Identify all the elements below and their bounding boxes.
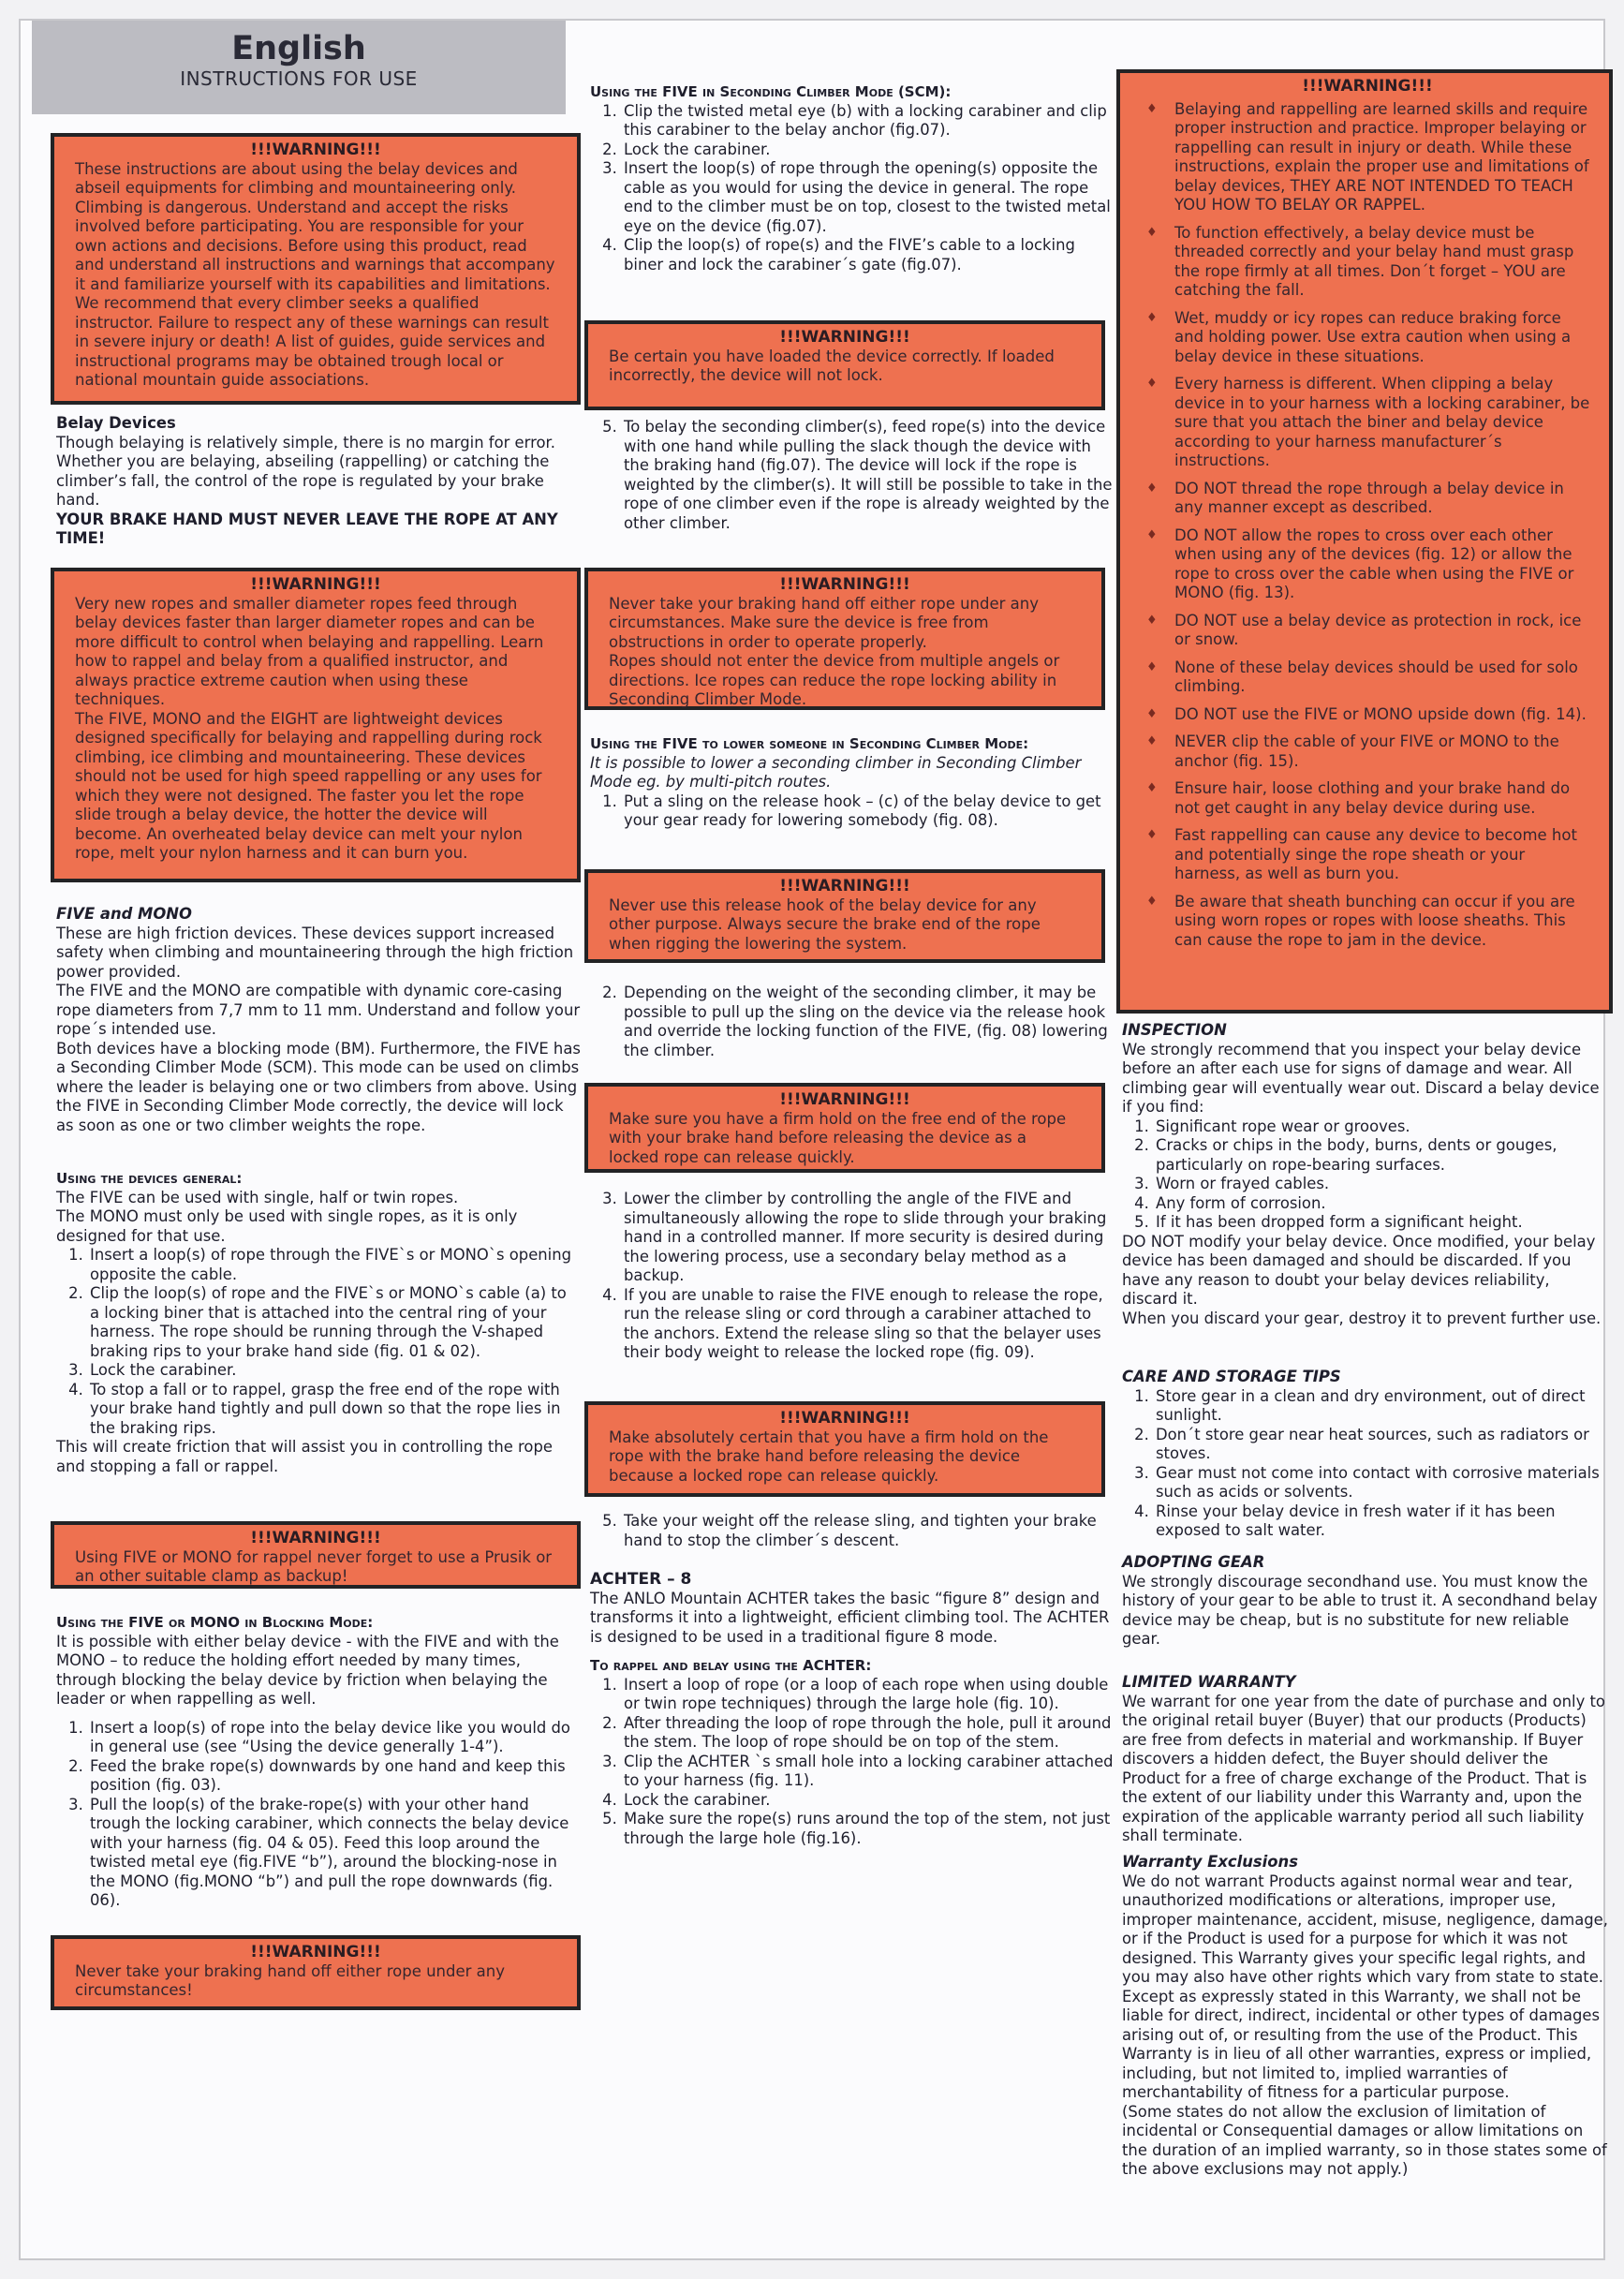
list-item: 4. Any form of corrosion.	[1154, 1194, 1609, 1214]
list-item: 1. Insert a loop(s) of rope into the belay device like you would do in general use (see “Using the device generally 1-4”).	[88, 1719, 581, 1757]
warning-text: Never take your braking hand off either rope under any circumstances!	[75, 1961, 505, 1999]
list-item: 2. Depending on the weight of the seconding climber, it may be possible to pull up the sling on the device via the release hook and override the locking function of the FIVE, (fig. 08) lowering the climber.	[622, 984, 1115, 1060]
lower-step-5	[590, 1512, 1115, 1550]
blocking-mode-section	[56, 1613, 581, 1911]
warning-text: Very new ropes and smaller diameter ropes feed through belay devices faster than larger diameter ropes and can be more difficult to control when belaying and rappelling. Learn how to rappel and belay from a qualified instructor, and always practice extreme caution when using these techniques.	[75, 594, 544, 708]
list-item: 5. Make sure the rope(s) runs around the top of the stem, not just through the large hole (fig.16).	[622, 1810, 1115, 1848]
warning-box-general	[1116, 69, 1613, 1014]
list-item: 5. Take your weight off the release sling, and tighten your brake hand to stop the climber´s descent.	[622, 1512, 1115, 1550]
list-item: 5. If it has been dropped form a significant height.	[1154, 1213, 1609, 1233]
warning-title: !!!WARNING!!!	[779, 877, 910, 895]
warning-title: !!!WARNING!!!	[1302, 77, 1433, 96]
belay-devices-section	[56, 414, 581, 549]
warning-text: Never use this release hook of the belay device for any other purpose. Always secure the brake end of the rope when rigging the lowering the system.	[609, 895, 1041, 953]
warning-box-ropes	[51, 568, 581, 882]
list-item: 3. Lower the climber by controlling the angle of the FIVE and simultaneously allowing the rope to slide through your braking hand in a controlled manner. If more security is desired during the lowering process, use a secondary belay method as a backup.	[622, 1190, 1115, 1286]
paragraph: (Some states do not allow the exclusion of limitation of incidental or Consequential damages or allow limitations on the duration of an implied warranty, so in those states some of the above exclusions may not apply.)	[1122, 2102, 1607, 2178]
list-item: ♦ None of these belay devices should be used for solo climbing.	[1174, 659, 1594, 697]
list-item: 1. Insert a loop of rope (or a loop of each rope when using double or twin rope techniques) through the large hole (fig. 10).	[622, 1676, 1115, 1714]
list-item: 1. Clip the twisted metal eye (b) with a locking carabiner and clip this carabiner to the belay anchor (fig.07).	[622, 102, 1115, 141]
section-heading: FIVE and MONO	[56, 905, 192, 923]
steps-list	[590, 792, 1115, 831]
warning-title: !!!WARNING!!!	[779, 1090, 910, 1109]
paragraph: DO NOT modify your belay device. Once modified, your belay device has been damaged and should be discarded. If you have any reason to doubt your belay devices reliability, discard it.	[1122, 1232, 1596, 1308]
paragraph: The FIVE can be used with single, half or twin ropes.	[56, 1188, 459, 1206]
warning-text: The FIVE, MONO and the EIGHT are lightweight devices designed specifically for belaying and rappelling during rock climbing, ice climbing and mountaineering. These devices should not be used for high speed rappelling or any uses for which they were not designed. The faster you let the rope slide trough a belay device, the hotter the device will become. An overheated belay device can melt your nylon rope, melt your nylon harness and it can burn you.	[75, 709, 542, 862]
list-item: ♦ DO NOT use the FIVE or MONO upside down (fig. 14).	[1174, 705, 1594, 725]
paragraph: The MONO must only be used with single ropes, as it is only designed for that use.	[56, 1207, 518, 1245]
list-item: 2. Clip the loop(s) of rope and the FIVE`s or MONO`s cable (a) to a locking biner that is attached into the central ring of your harness. The rope should be running through the V-shaped braking rips to your brake hand side (fig. 01 & 02).	[88, 1284, 581, 1361]
warning-box-obstructions	[584, 568, 1105, 710]
list-item: ♦ Wet, muddy or icy ropes can reduce braking force and holding power. Use extra caution when using a belay device in these situations.	[1174, 309, 1594, 367]
section-heading: Using the devices general:	[56, 1170, 243, 1187]
section-heading: ACHTER – 8	[590, 1570, 692, 1589]
warning-box-intro	[51, 133, 581, 405]
five-mono-section	[56, 905, 581, 1135]
paragraph: The FIVE and the MONO are compatible with dynamic core-casing rope diameters from 7,7 mm to 11 mm. Understand and follow your rope´s intended use.	[56, 982, 581, 1038]
warning-box-braking-hand	[51, 1935, 581, 2010]
lower-steps-3-4	[590, 1190, 1115, 1363]
section-heading: Using the FIVE or MONO in Blocking Mode:	[56, 1614, 374, 1631]
list-item: 3. Worn or frayed cables.	[1154, 1175, 1609, 1194]
paragraph: Both devices have a blocking mode (BM). Furthermore, the FIVE has a Seconding Climber Mode (SCM). This mode can be used on climbs where the leader is belaying one or two climbers from above. Using the FIVE in Seconding Climber Mode correctly, the device will lock as soon as one or two climber weights the rope.	[56, 1039, 581, 1134]
adopting-section	[1122, 1553, 1609, 1650]
list-item: 5. To belay the seconding climber(s), feed rope(s) into the device with one hand while pulling the slack though the device with the braking hand (fig.07). The device will lock if the rope is weighted by the climber(s). It will still be possible to take in the rope of one climber even if the rope is already weighted by the other climber.	[622, 418, 1115, 533]
brake-hand-emphasis: YOUR BRAKE HAND MUST NEVER LEAVE THE ROPE AT ANY TIME!	[56, 510, 558, 547]
warning-title: !!!WARNING!!!	[250, 575, 381, 594]
list-item: ♦ DO NOT thread the rope through a belay device in any manner except as described.	[1174, 480, 1594, 518]
warning-text: Never take your braking hand off either rope under any circumstances. Make sure the device is free from obstructions in order to operate properly.	[609, 594, 1039, 651]
instruction-sheet	[19, 19, 1608, 2260]
language-banner	[32, 21, 566, 114]
section-heading: ADOPTING GEAR	[1122, 1553, 1265, 1571]
warning-box-firm-hold	[584, 1083, 1105, 1173]
lower-step-2	[590, 984, 1115, 1060]
steps-list	[590, 102, 1115, 275]
paragraph: This will create friction that will assist you in controlling the rope and stopping a fall or rappel.	[56, 1438, 553, 1475]
list-item: ♦ To function effectively, a belay device must be threaded correctly and your belay hand must grasp the rope firmly at all times. Don´t forget – YOU are catching the fall.	[1174, 224, 1594, 301]
list-item: ♦ NEVER clip the cable of your FIVE or MONO to the anchor (fig. 15).	[1174, 733, 1594, 771]
list-item: 1. Insert a loop(s) of rope through the FIVE`s or MONO`s opening opposite the cable.	[88, 1246, 581, 1284]
list-item: 3. Pull the loop(s) of the brake-rope(s) with your other hand trough the locking carabiner, which connects the belay device with your harness (fig. 04 & 05). Feed this loop around the twisted metal eye (fig.FIVE “b”), around the blocking-nose in the MONO (fig.MONO “b”) and pull the rope downwards (fig. 06).	[88, 1796, 581, 1911]
warning-title: !!!WARNING!!!	[250, 141, 381, 159]
warning-box-prusik	[51, 1521, 581, 1589]
steps-list	[1122, 1387, 1609, 1541]
warning-box-locked-rope	[584, 1401, 1105, 1497]
paragraph: These are high friction devices. These devices support increased safety when climbing and mountaineering through the high friction power provided.	[56, 924, 574, 981]
warning-title: !!!WARNING!!!	[779, 328, 910, 347]
list-item: ♦ Fast rappelling can cause any device to become hot and potentially singe the rope sheath or your harness, as well as burn you.	[1174, 826, 1594, 884]
section-heading: Using the FIVE in Seconding Climber Mode (SCM):	[590, 83, 952, 100]
list-item: 4. If you are unable to raise the FIVE enough to release the rope, run the release sling or cord through a carabiner attached to the anchors. Extend the release sling so that the belayer uses their body weight to release the locked rope (fig. 09).	[622, 1286, 1115, 1363]
general-use-section	[56, 1169, 581, 1476]
care-section	[1122, 1368, 1609, 1541]
paragraph: We strongly recommend that you inspect your belay device before an after each use for signs of damage and wear. All climbing gear will eventually wear out. Discard a belay device if you find:	[1122, 1040, 1600, 1116]
inspection-section	[1122, 1021, 1609, 1328]
list-item: ♦ Be aware that sheath bunching can occur if you are using worn ropes or ropes with loose sheaths. This can cause the rope to jam in the device.	[1174, 893, 1594, 951]
warning-text: Be certain you have loaded the device correctly. If loaded incorrectly, the device will not lock.	[609, 347, 1055, 384]
paragraph: When you discard your gear, destroy it to prevent further use.	[1122, 1309, 1602, 1327]
lower-section	[590, 734, 1115, 831]
warning-list	[1141, 100, 1594, 951]
exclusions-section	[1122, 1853, 1609, 2180]
warning-title: !!!WARNING!!!	[779, 1409, 910, 1428]
section-heading: Warranty Exclusions	[1122, 1853, 1298, 1871]
steps-list	[56, 1246, 581, 1438]
steps-list	[590, 1676, 1115, 1849]
language-title: English	[231, 30, 366, 67]
warning-text: Make sure you have a firm hold on the free end of the rope with your brake hand before releasing the device as a locked rope can release quickly.	[609, 1109, 1067, 1166]
warning-text: Make absolutely certain that you have a firm hold on the rope with the brake hand before releasing the device because a locked rope can release quickly.	[609, 1428, 1049, 1485]
steps-list	[590, 1190, 1115, 1363]
list-item: 2. Lock the carabiner.	[622, 141, 1115, 160]
section-heading: INSPECTION	[1122, 1021, 1227, 1039]
list-item: 3. Gear must not come into contact with corrosive materials such as acids or solvents.	[1154, 1464, 1609, 1502]
list-item: ♦ Belaying and rappelling are learned skills and require proper instruction and practice. Improper belaying or rappelling can result in injury or death. While these instructions, explain the proper use and limitations of belay devices, THEY ARE NOT INTENDED TO TEACH YOU HOW TO BELAY OR RAPPEL.	[1174, 100, 1594, 215]
section-heading: Belay Devices	[56, 414, 176, 432]
scm-section	[590, 82, 1115, 274]
list-item: 4. To stop a fall or to rappel, grasp the free end of the rope with your brake hand tightly and pull down so that the rope lies in the braking rips.	[88, 1381, 581, 1439]
list-item: 1. Put a sling on the release hook – (c) of the belay device to get your gear ready for lowering somebody (fig. 08).	[622, 792, 1115, 831]
document-subtitle: INSTRUCTIONS FOR USE	[180, 67, 418, 90]
list-item: 3. Insert the loop(s) of rope through the opening(s) opposite the cable as you would for using the device in general. The rope end to the climber must be on top, closest to the twisted metal eye on the device (fig.07).	[622, 159, 1115, 236]
steps-list	[590, 418, 1115, 533]
list-item: 2. Feed the brake rope(s) downwards by one hand and keep this position (fig. 03).	[88, 1757, 581, 1796]
list-item: 3. Clip the ACHTER `s small hole into a locking carabiner attached to your harness (fig. 11).	[622, 1753, 1115, 1791]
paragraph: Though belaying is relatively simple, there is no margin for error. Whether you are belaying, abseiling (rappelling) or catching the climber’s fall, the control of the rope is regulated by your brake hand.	[56, 433, 555, 509]
section-heading: Using the FIVE to lower someone in Seconding Climber Mode:	[590, 735, 1029, 752]
list-item: ♦ DO NOT use a belay device as protection in rock, ice or snow.	[1174, 612, 1594, 650]
warning-text: Using FIVE or MONO for rappel never forget to use a Prusik or an other suitable clamp as backup!	[75, 1547, 553, 1585]
list-item: ♦ DO NOT allow the ropes to cross over each other when using any of the devices (fig. 12) or allow the rope to cross over the cable when using the FIVE or MONO (fig. 13).	[1174, 526, 1594, 603]
list-item: 1. Store gear in a clean and dry environment, out of direct sunlight.	[1154, 1387, 1609, 1426]
steps-list	[590, 1512, 1115, 1550]
paragraph: Except as expressly stated in this Warranty, we shall not be liable for direct, indirect, incidental or other types of damages arising out of, or resulting from the use of the Product. This Warranty is in lieu of all other warranties, express or implied, including, but not limited to, implied warranties of merchantability of fitness for a particular purpose.	[1122, 1987, 1600, 2101]
warning-box-release-hook	[584, 869, 1105, 963]
list-item: 3. Lock the carabiner.	[88, 1361, 581, 1381]
achter-section	[590, 1570, 1115, 1848]
list-item: 2. After threading the loop of rope through the hole, pull it around the stem. The loop of rope should be on top of the stem.	[622, 1714, 1115, 1753]
steps-list	[590, 984, 1115, 1060]
paragraph: We warrant for one year from the date of purchase and only to the original retail buyer (Buyer) that our products (Products) are free from defects in material and workmanship. If Buyer discovers a hidden defect, the Buyer should deliver the Product for a free of charge exchange of the Product. That is the extent of our liability under this Warranty and, upon the expiration of the applicable warranty period all such liability shall terminate.	[1122, 1692, 1605, 1844]
list-item: 2. Cracks or chips in the body, burns, dents or gouges, particularly on rope-bearing surfaces.	[1154, 1136, 1609, 1175]
paragraph: It is possible with either belay device - with the FIVE and with the MONO – to reduce the holding effort needed by many times, through blocking the belay device by friction when belaying the leader or when rappelling as well.	[56, 1632, 559, 1708]
warranty-section	[1122, 1673, 1609, 1846]
warning-title: !!!WARNING!!!	[779, 575, 910, 594]
section-heading: LIMITED WARRANTY	[1122, 1673, 1296, 1691]
paragraph: It is possible to lower a seconding climber in Seconding Climber Mode eg. by multi-pitch routes.	[590, 753, 1082, 791]
list-item: ♦ Ensure hair, loose clothing and your brake hand do not get caught in any belay device during use.	[1174, 779, 1594, 818]
section-heading: CARE AND STORAGE TIPS	[1122, 1368, 1341, 1385]
steps-list	[56, 1719, 581, 1911]
warning-title: !!!WARNING!!!	[250, 1529, 381, 1547]
list-item: 4. Clip the loop(s) of rope(s) and the FIVE’s cable to a locking biner and lock the carabiner´s gate (fig.07).	[622, 236, 1115, 274]
list-item: 4. Rinse your belay device in fresh water if it has been exposed to salt water.	[1154, 1502, 1609, 1541]
list-item: 4. Lock the carabiner.	[622, 1791, 1115, 1811]
warning-text: These instructions are about using the belay devices and abseil equipments for climbing and mountaineering only. Climbing is dangerous. Understand and accept the risks involved before participating. You are responsible for your own actions and decisions. Before using this product, read and understand all instructions and warnings that accompany it and familiarize yourself with its capabilities and limitations. We recommend that every climber seeks a qualified instructor. Failure to respect any of these warnings can result in severe injury or death! A list of guides, guide services and instructional programs may be obtained trough local or national mountain guide associations.	[75, 159, 555, 389]
list-item: ♦ Every harness is different. When clipping a belay device in to your harness with a locking carabiner, be sure that you attach the biner and belay device according to your harness manufacturer´s instructions.	[1174, 375, 1594, 471]
steps-list	[1122, 1117, 1609, 1233]
warning-box-loading	[584, 320, 1105, 410]
paragraph: We strongly discourage secondhand use. You must know the history of your gear to be able to trust it. A secondhand belay device may be cheap, but is no substitute for new reliable gear.	[1122, 1572, 1598, 1648]
section-subheading: To rappel and belay using the ACHTER:	[590, 1657, 872, 1674]
belay-seconding-step	[590, 418, 1115, 533]
warning-title: !!!WARNING!!!	[250, 1943, 381, 1961]
paragraph: The ANLO Mountain ACHTER takes the basic “figure 8” design and transforms it into a lightweight, efficient climbing tool. The ACHTER is designed to be used in a traditional figure 8 mode.	[590, 1589, 1110, 1646]
paragraph: We do not warrant Products against normal wear and tear, unauthorized modifications or alterations, improper use, improper maintenance, accident, misuse, negligence, damage, or if the Product is used for a purpose for which it was not designed. This Warranty gives your specific legal rights, and you may also have other rights which vary from state to state.	[1122, 1872, 1608, 1986]
list-item: 2. Don´t store gear near heat sources, such as radiators or stoves.	[1154, 1426, 1609, 1464]
warning-text: Ropes should not enter the device from multiple angels or directions. Ice ropes can reduce the rope locking ability in Seconding Climber Mode.	[609, 652, 1060, 708]
list-item: 1. Significant rope wear or grooves.	[1154, 1117, 1609, 1137]
